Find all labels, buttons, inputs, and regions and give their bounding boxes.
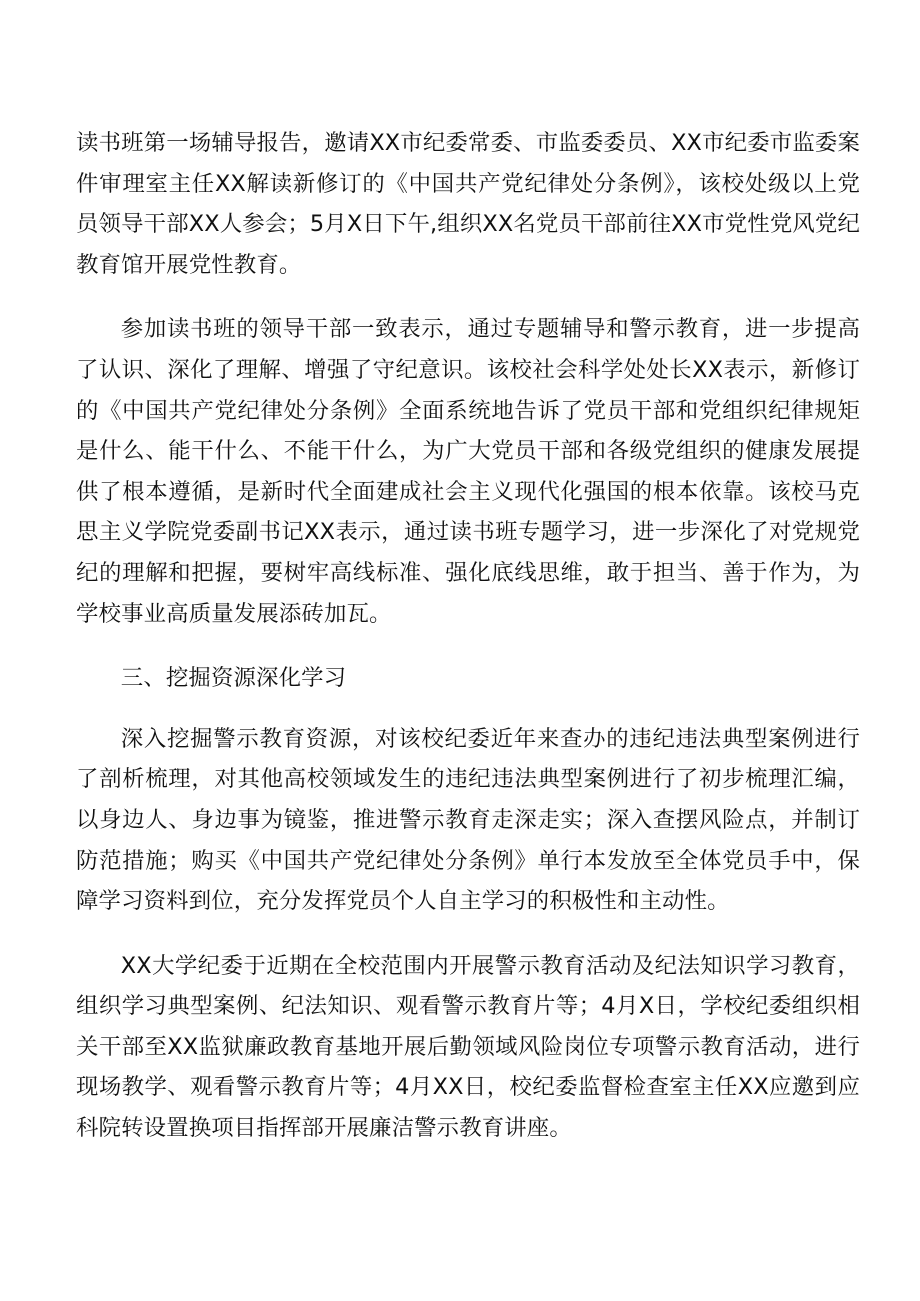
body-paragraph-warning-resources: 深入挖掘警示教育资源，对该校纪委近年来查办的违纪违法典型案例进行了剖析梳理，对其他高校领域发生的违纪违法典型案例进行了初步梳理汇编，以身边人、身边事为镜鉴，推进警示教育走深走实；深入查摆风险点，并制订防范措施；购买《中国共产党纪律处分条例》单行本发放至全体党员手中，保障学习资料到位，充分发挥党员个人自主学习的积极性和主动性。 — [76, 725, 860, 915]
section-heading: 三、挖掘资源深化学习 — [120, 665, 347, 692]
body-paragraph-participants-feedback: 参加读书班的领导干部一致表示，通过专题辅导和警示教育，进一步提高了认识、深化了理解、增强了守纪意识。该校社会科学处处长XX表示，新修订的《中国共产党纪律处分条例》全面系统地告诉了党员干部和党组织纪律规矩是什么、能干什么、不能干什么，为广大党员干部和各级党组织的健康发展提供了根本遵循，是新时代全面建成社会主义现代化强国的根本依靠。该校马克思主义学院党委副书记XX表示，通过读书班专题学习，进一步深化了对党规党纪的理解和把握，要树牢高线标准、强化底线思维，敢于担当、善于作为，为学校事业高质量发展添砖加瓦。 — [76, 316, 860, 627]
body-paragraph-university-activities: XX大学纪委于近期在全校范围内开展警示教育活动及纪法知识学习教育，组织学习典型案例、纪法知识、观看警示教育片等；4月X日，学校纪委组织相关干部至XX监狱廉政教育基地开展后勤领域风险岗位专项警示教育活动，进行现场教学、观看警示教育片等；4月XX日，校纪委监督检查室主任XX应邀到应科院转设置换项目指挥部开展廉洁警示教育讲座。 — [76, 952, 860, 1142]
body-paragraph-reading-class-report: 读书班第一场辅导报告，邀请XX市纪委常委、市监委委员、XX市纪委市监委案件审理室主任XX解读新修订的《中国共产党纪律处分条例》，该校处级以上党员领导干部XX人参会；5月X日下午,组织XX名党员干部前往XX市党性党风党纪教育馆开展党性教育。 — [76, 130, 860, 278]
